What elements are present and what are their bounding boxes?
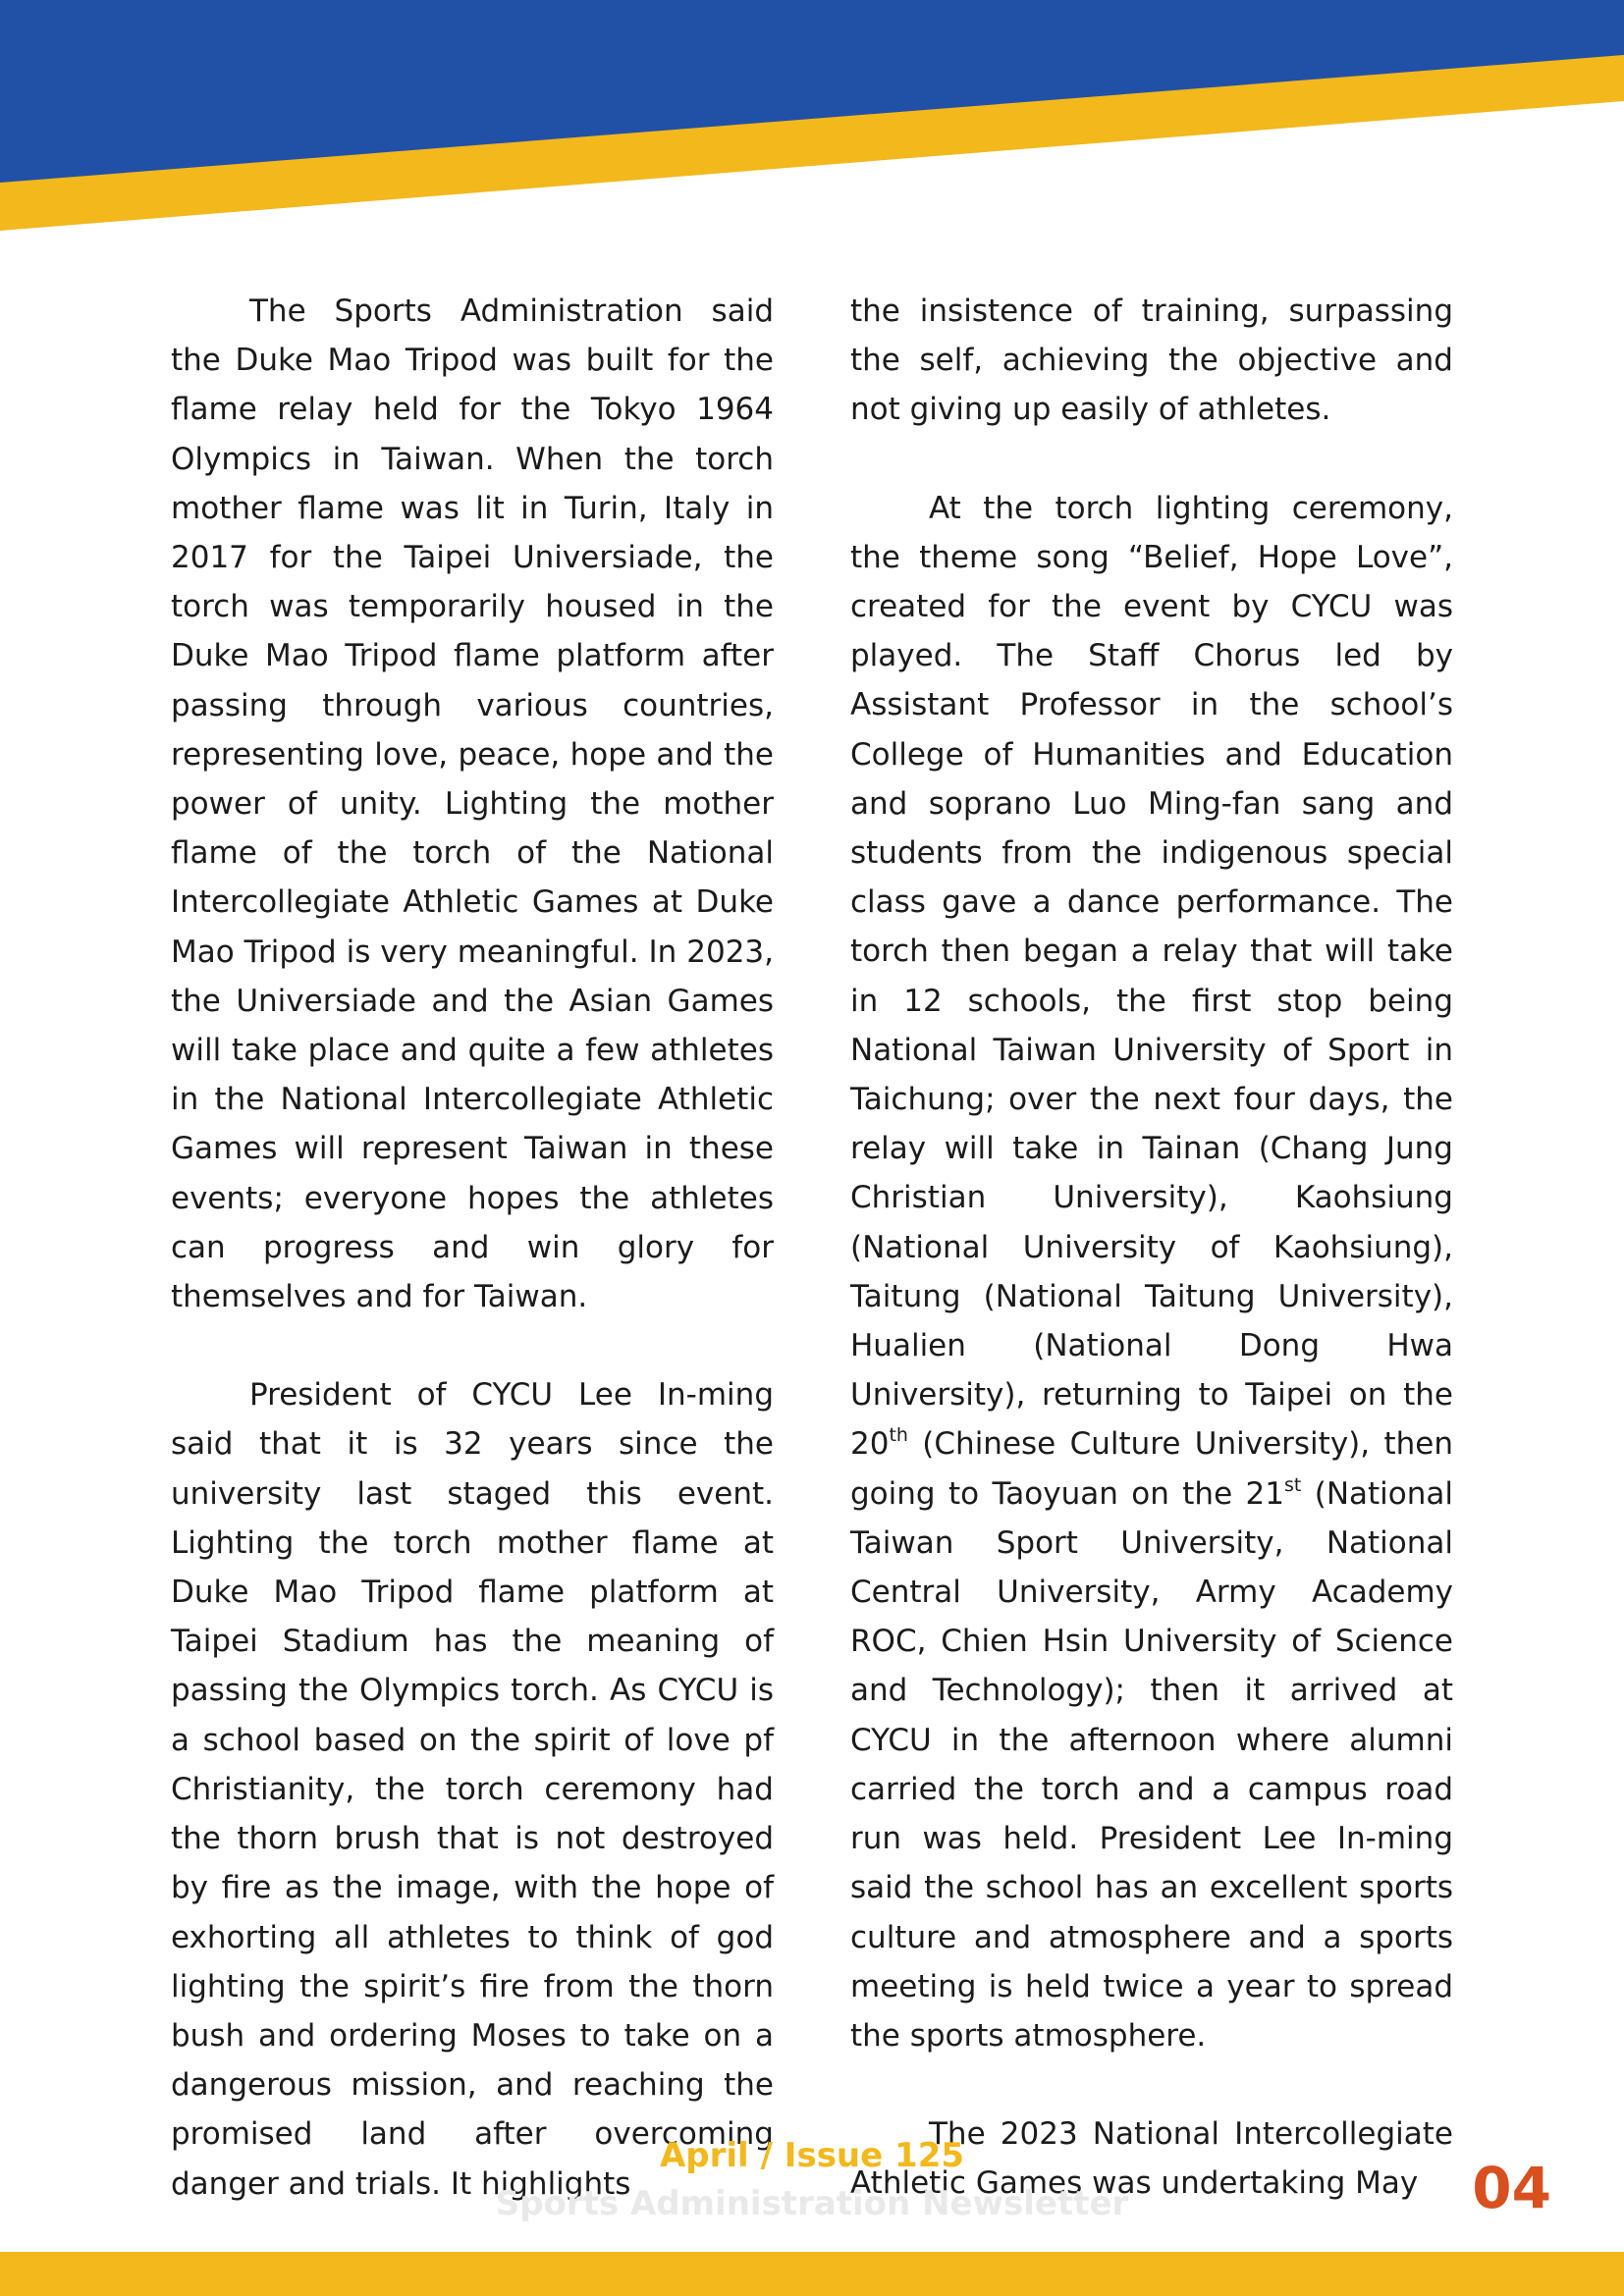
page-number: 04 [1472,2155,1551,2221]
article-column-left [171,287,774,2209]
ordinal-suffix: st [1283,1473,1302,1496]
ordinal-suffix: th [889,1424,908,1447]
footer-newsletter-title: Sports Administration Newsletter [495,2184,1129,2223]
article-paragraph-continued: the insistence of training, surpassing the self, achieving the objective and not giving up easily of athletes. [850,294,1453,428]
article-paragraph: The 2023 National Intercollegiate Athletic Games was undertaking May [850,2116,1453,2202]
article-paragraph: The Sports Administration said the Duke Mao Tripod was built for the flame relay held for the Tokyo 1964 Olympics in Taiwan. When the torch mother flame was lit in Turin, Italy in 2017 for the Taipei Universiade, the torch was temporarily housed in the Duke Mao Tripod flame platform after passing through various countries, representing love, peace, hope and the power of unity. Lighting the mother flame of the torch of the National Intercollegiate Athletic Games at Duke Mao Tripod is very meaningful. In 2023, the Universiade and the Asian Games will take place and quite a few athletes in the National Intercollegiate Athletic Games will represent Taiwan in these events; everyone hopes the athletes can progress and win glory for themselves and for Taiwan. [171,294,774,1315]
article-paragraph: President of CYCU Lee In-ming said that it is 32 years since the university last staged this event. Lighting the torch mother flame at Duke Mao Tripod flame platform at Taipei Stadium has the meaning of passing the Olympics torch. As CYCU is a school based on the spirit of love pf Christianity, the torch ceremony had the thorn brush that is not destroyed by fire as the image, with the hope of exhorting all athletes to think of god lighting the spirit’s fire from the thorn bush and ordering Moses to take on a dangerous mission, and reaching the promised land after overcoming danger and trials. It highlights [171,1377,774,2202]
header-banner [0,0,1624,236]
article-column-right [850,287,1453,2209]
paragraph-text: At the torch lighting ceremony, the theme song “Belief, Hope Love”, created for the event by CYCU was played. The Staff Chorus led by Assistant Professor in the school’s College of Humanities and Education and soprano Luo Ming-fan sang and students from the indigenous special class gave a dance performance. The torch then began a relay that will take in 12 schools, the first stop being National Taiwan University of Sport in Taichung; over the next four days, the relay will take in Tainan (Chang Jung Christian University), Kaohsiung (National University of Kaohsiung), Taitung (National Taitung University), Hualien (National Dong Hwa University), returning to Taipei on the 20 [850,490,1453,1463]
paragraph-text: (National Taiwan Sport University, National Central University, Army Academy ROC, Chien Hsin University of Science and Technology); then it arrived at CYCU in the afternoon where alumni carried the torch and a campus road run was held. President Lee In-ming said the school has an excellent sports culture and atmosphere and a sports meeting is held twice a year to spread the sports atmosphere. [850,1475,1454,2054]
footer-bar [0,2252,1624,2296]
paragraph-text: (Chinese Culture University), then going to Taoyuan on the 21 [850,1426,1453,1512]
article-paragraph [850,484,1453,2061]
footer-issue-label: April / Issue 125 [659,2136,965,2175]
